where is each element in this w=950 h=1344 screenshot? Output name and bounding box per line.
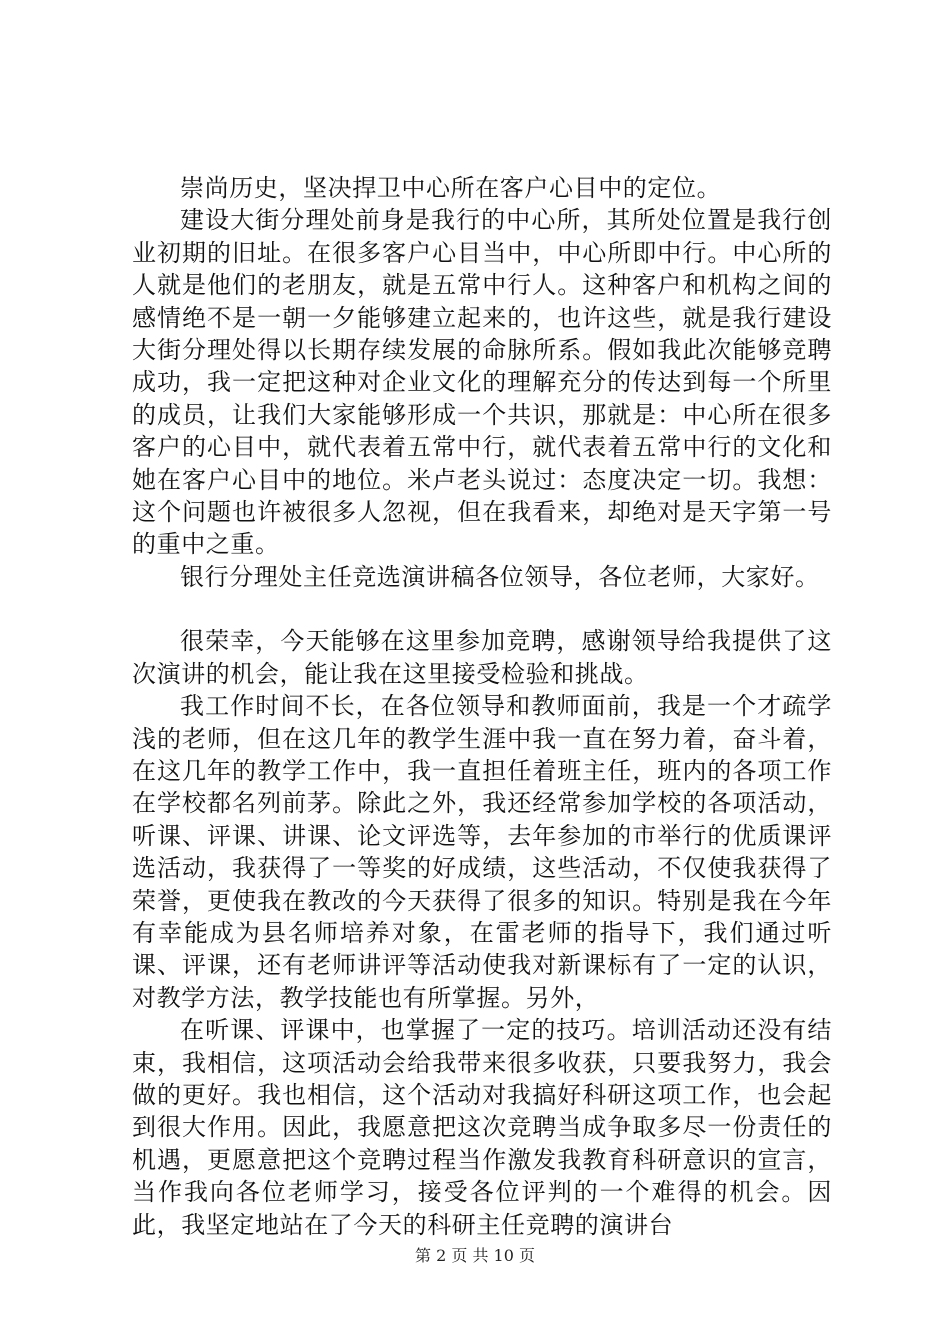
paragraph: 建设大街分理处前身是我行的中心所，其所处位置是我行创业初期的旧址。在很多客户心目当中，中心所即中行。中心所的人就是他们的老朋友，就是五常中行人。这种客户和机构之间的感情绝不是一朝一夕能够建立起来的，也许这些，就是我行建设大街分理处得以长期存续发展的命脉所系。假如我此次能够竞聘成功，我一定把这种对企业文化的理解充分的传达到每一个所里的成员，让我们大家能够形成一个共识，那就是：中心所在很多客户的心目中，就代表着五常中行，就代表着五常中行的文化和她在客户心目中的地位。米卢老头说过：态度决定一切。我想：这个问题也许被很多人忽视，但在我看来，却绝对是天字第一号的重中之重。 xyxy=(132,206,832,559)
paragraph: 崇尚历史，坚决捍卫中心所在客户心目中的定位。 xyxy=(180,174,722,202)
paragraph: 在听课、评课中，也掌握了一定的技巧。培训活动还没有结束，我相信，这项活动会给我带来很多收获，只要我努力，我会做的更好。我也相信，这个活动对我搞好科研这项工作，也会起到很大作用。因此，我愿意把这次竞聘当成争取多尽一份责任的机遇，更愿意把这个竞聘过程当作激发我教育科研意识的宣言，当作我向各位老师学习，接受各位评判的一个难得的机会。因此，我坚定地站在了今天的科研主任竞聘的演讲台 xyxy=(132,1016,832,1239)
paragraph: 很荣幸，今天能够在这里参加竞聘，感谢领导给我提供了这次演讲的机会，能让我在这里接受检验和挑战。 xyxy=(132,627,832,688)
page-number-footer: 第 2 页 共 10 页 xyxy=(415,1246,535,1265)
document-body xyxy=(132,172,832,1241)
paragraph: 我工作时间不长，在各位领导和教师面前，我是一个才疏学浅的老师，但在这几年的教学生涯中我一直在努力着，奋斗着，在这几年的教学工作中，我一直担任着班主任，班内的各项工作在学校都名列前茅。除此之外，我还经常参加学校的各项活动，听课、评课、讲课、论文评选等，去年参加的市举行的优质课评选活动，我获得了一等奖的好成绩，这些活动，不仅使我获得了荣誉，更使我在教改的今天获得了很多的知识。特别是我在今年有幸能成为县名师培养对象，在雷老师的指导下，我们通过听课、评课，还有老师讲评等活动使我对新课标有了一定的认识，对教学方法，教学技能也有所掌握。另外， xyxy=(132,692,832,1012)
paragraph: 银行分理处主任竞选演讲稿各位领导，各位老师，大家好。 xyxy=(180,562,820,591)
